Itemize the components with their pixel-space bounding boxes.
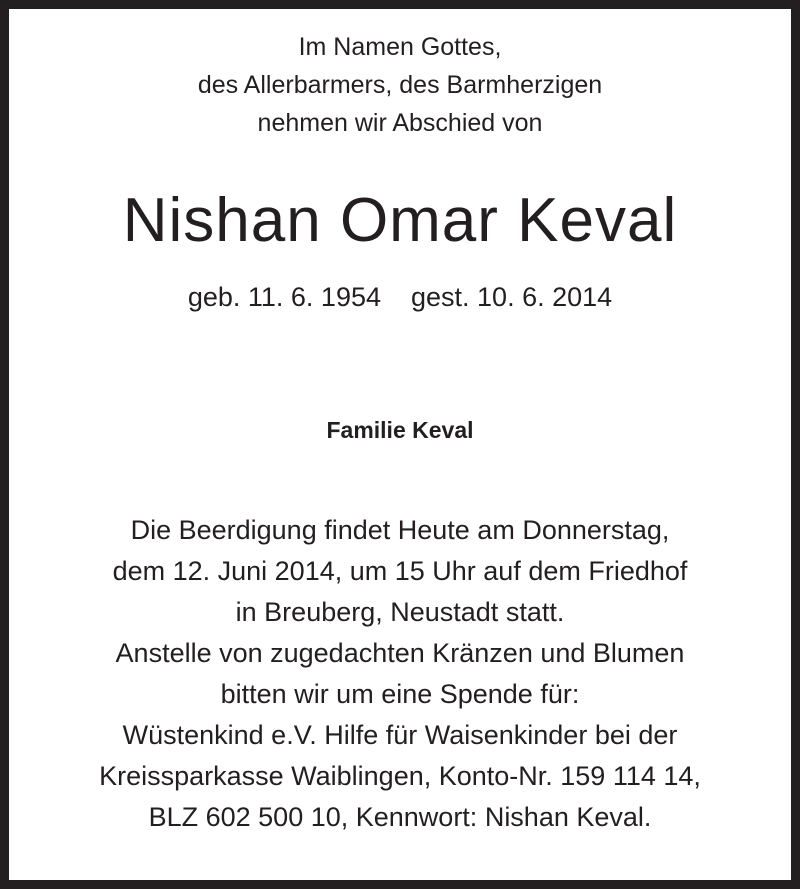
deceased-name: Nishan Omar Keval — [122, 186, 678, 255]
intro-line: Im Namen Gottes, — [298, 33, 502, 61]
family-signature: Familie Keval — [326, 417, 474, 443]
death-date: gest. 10. 6. 2014 — [411, 282, 613, 312]
body-line: Kreissparkasse Waiblingen, Konto-Nr. 159 114 14, — [99, 761, 701, 791]
obituary-notice — [9, 9, 791, 880]
body-line: Die Beerdigung findet Heute am Donnerstag, — [130, 515, 670, 545]
intro-line: nehmen wir Abschied von — [257, 109, 543, 137]
body-line: dem 12. Juni 2014, um 15 Uhr auf dem Friedhof — [112, 556, 688, 586]
body-line: BLZ 602 500 10, Kennwort: Nishan Keval. — [148, 802, 652, 832]
body-line: Wüstenkind e.V. Hilfe für Waisenkinder bei der — [122, 720, 678, 750]
intro-line: des Allerbarmers, des Barmherzigen — [197, 71, 603, 99]
body-line: in Breuberg, Neustadt statt. — [235, 597, 565, 627]
life-dates — [9, 282, 791, 313]
birth-date: geb. 11. 6. 1954 — [187, 282, 381, 312]
body-line: Anstelle von zugedachten Kränzen und Blumen — [115, 638, 685, 668]
body-line: bitten wir um eine Spende für: — [220, 679, 580, 709]
